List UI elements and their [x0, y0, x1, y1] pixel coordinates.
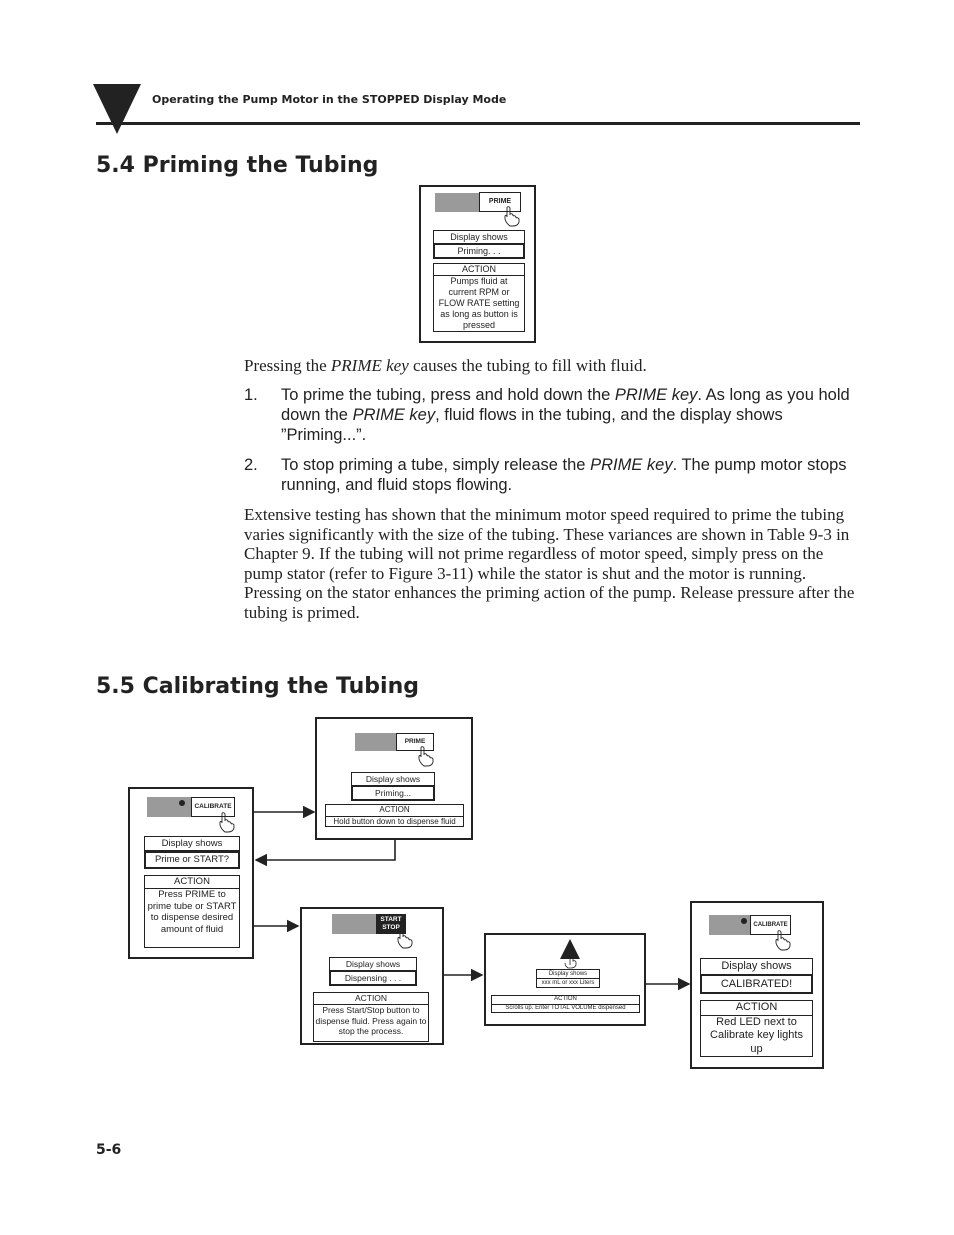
display-shows-label: Display shows: [329, 957, 417, 971]
display-value: Prime or START?: [144, 851, 240, 869]
action-text: Pumps fluid at current RPM or FLOW RATE setting as long as button is pressed: [438, 276, 520, 330]
key-display-gray: [332, 914, 376, 934]
prime-step-box: [315, 717, 473, 840]
key-display-gray: [147, 797, 191, 817]
start-key-label: START: [380, 916, 402, 923]
display-shows-label: Display shows: [433, 230, 525, 244]
action-text: Press PRIME to prime tube or START to dispense desired amount of fluid: [147, 888, 237, 936]
pointing-hand-icon: [218, 811, 236, 833]
display-value: Dispensing . . .: [329, 970, 417, 986]
action-text: Red LED next to Calibrate key lights up: [710, 1015, 803, 1055]
step-2: 2. To stop priming a tube, simply release the PRIME key. The pump motor stops running, and fluid stops flowing.: [244, 456, 847, 494]
action-text: Press Start/Stop button to dispense fluid. Press again to stop the process.: [315, 1004, 427, 1037]
action-text: Scrolls up. Enter TOTAL VOLUME dispensed: [505, 1004, 626, 1011]
display-value: Priming. . .: [433, 243, 525, 259]
section-heading-5-4: 5.4 Priming the Tubing: [96, 153, 379, 178]
action-box: [144, 875, 240, 948]
testing-paragraph: Extensive testing has shown that the minimum motor speed required to prime the tubing varies significantly with the size of the tubing. These variances are shown in Table 9-3 in Chapter 9. If the tubing will not prime regardless of motor speed, simply press on the pump stator (refer to Figure 3-11) while the stator is shut and the motor is running. Pressing on the stator enhances the priming action of the pump. Release pressure after the tubing is primed.: [244, 505, 855, 622]
calibrate-key[interactable]: CALIBRATE: [191, 797, 235, 817]
action-title: ACTION: [434, 264, 524, 276]
action-box: [700, 1000, 813, 1057]
action-box: [491, 995, 640, 1013]
display-value: xxx mL or xxx Liters: [536, 978, 600, 988]
prime-key[interactable]: PRIME: [396, 733, 434, 751]
display-shows-label: Display shows: [536, 969, 600, 979]
calibrated-step-box: [690, 901, 824, 1069]
prime-key[interactable]: PRIME: [479, 192, 521, 212]
pointing-hand-icon: [417, 745, 435, 767]
action-box: [313, 992, 429, 1042]
scroll-volume-step-box: [484, 933, 646, 1026]
display-shows-label: Display shows: [700, 958, 813, 975]
action-box: [325, 804, 464, 827]
display-value: Priming...: [351, 785, 435, 801]
stop-key-label: STOP: [382, 923, 400, 931]
calibrate-step-box: [128, 787, 254, 959]
section-heading-5-5: 5.5 Calibrating the Tubing: [96, 674, 419, 699]
action-title: ACTION: [145, 876, 239, 889]
pointing-hand-icon: [774, 929, 792, 951]
start-stop-step-box: [300, 907, 444, 1045]
action-title: ACTION: [314, 993, 428, 1005]
up-arrow-key-icon[interactable]: [560, 939, 584, 969]
calibrate-key[interactable]: CALIBRATE: [750, 915, 791, 935]
action-title: ACTION: [492, 996, 639, 1005]
running-header-title: Operating the Pump Motor in the STOPPED Display Mode: [152, 93, 507, 106]
step-number: 1.: [244, 386, 258, 404]
action-title: ACTION: [326, 805, 463, 817]
calibrate-led: [741, 918, 747, 924]
display-value: CALIBRATED!: [700, 974, 813, 994]
action-text: Hold button down to dispense fluid: [333, 816, 456, 826]
display-shows-label: Display shows: [351, 772, 435, 786]
pointing-hand-icon: [396, 927, 414, 949]
key-display-gray: [355, 733, 396, 751]
prime-key-ref: PRIME key: [330, 356, 409, 375]
calibrate-led: [179, 800, 185, 806]
action-title: ACTION: [701, 1001, 812, 1016]
step-number: 2.: [244, 456, 258, 474]
intro-sentence: Pressing the PRIME key causes the tubing to fill with fluid.: [244, 356, 647, 375]
display-shows-label: Display shows: [144, 836, 240, 851]
step-1: 1. To prime the tubing, press and hold down the PRIME key. As long as you hold down the PRIME key, fluid flows in the tubing, and the display shows ”Priming...”.: [244, 386, 850, 444]
page-number: 5-6: [96, 1142, 122, 1158]
